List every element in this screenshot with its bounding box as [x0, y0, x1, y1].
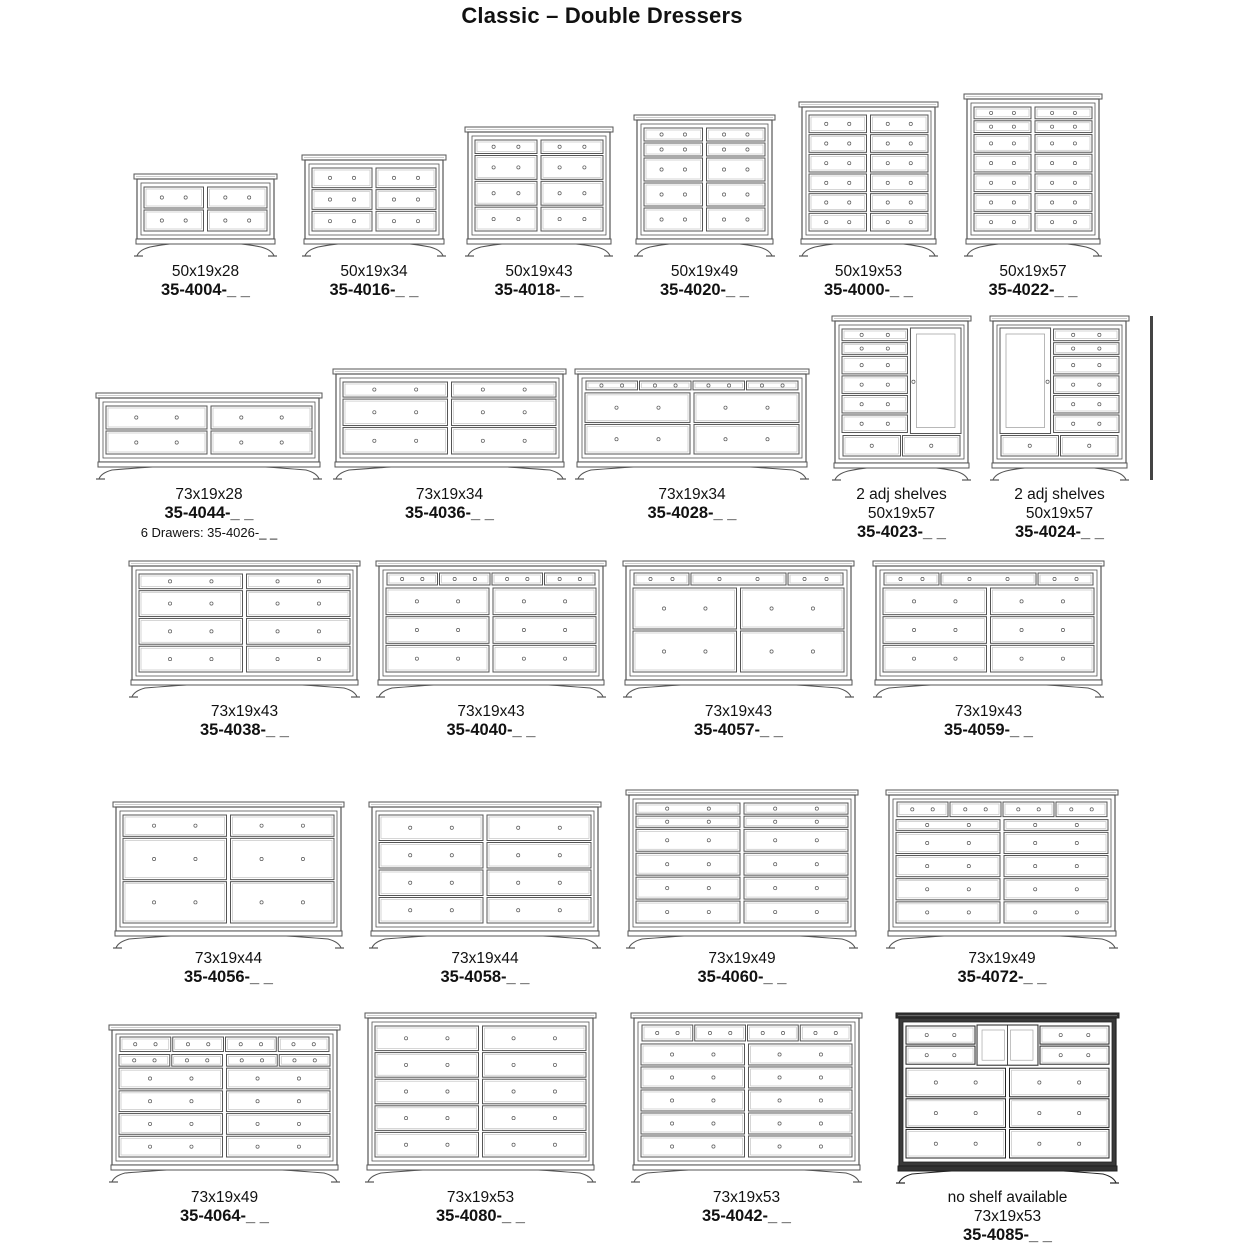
- base-apron: [112, 1170, 337, 1182]
- base-apron: [835, 468, 968, 480]
- base-molding: [834, 463, 969, 468]
- dresser-model-number: 35-4020-_ _: [660, 281, 749, 299]
- dresser-item: [886, 790, 1118, 1005]
- dresser-item: [129, 561, 360, 758]
- base-apron: [116, 936, 341, 948]
- dresser-caption: [886, 949, 1118, 987]
- dresser-model-number: 35-4059-_ _: [944, 721, 1033, 739]
- dresser-dimensions: 50x19x57: [867, 505, 936, 522]
- dresser-dimensions: 73x19x43: [704, 703, 773, 720]
- dresser-caption: [365, 1188, 596, 1226]
- base-apron: [368, 1170, 593, 1182]
- dresser-drawing: [302, 155, 446, 256]
- case-inner-frame: [116, 1034, 333, 1161]
- dresser-dimensions: 73x19x34: [658, 486, 726, 503]
- base-molding: [801, 239, 936, 244]
- base-molding: [898, 1166, 1117, 1171]
- dresser-drawing: [333, 369, 566, 479]
- dresser-model-number: 35-4024-_ _: [1015, 523, 1104, 541]
- dresser-caption: [302, 262, 446, 300]
- dresser-dimensions: 73x19x49: [190, 1189, 259, 1206]
- dresser-caption: [369, 949, 601, 987]
- dresser-model-number: 35-4038-_ _: [200, 721, 289, 739]
- base-apron: [629, 936, 855, 948]
- case-inner-frame: [630, 570, 847, 676]
- base-apron: [132, 685, 357, 697]
- dresser-item: [832, 316, 971, 541]
- dresser-model-number: 35-4036-_ _: [405, 504, 494, 522]
- base-apron: [634, 1170, 859, 1182]
- dresser-item: [134, 174, 277, 318]
- dresser-model-number: 35-4022-_ _: [988, 281, 1078, 299]
- dresser-item: [575, 369, 809, 541]
- dresser-drawing: [575, 369, 809, 479]
- drawer-option-note: 6 Drawers: 35-4026-_ _: [140, 525, 278, 540]
- case-inner-frame: [806, 111, 931, 235]
- dresser-model-number: 35-4085-_ _: [963, 1226, 1052, 1244]
- caption-note: 2 adj shelves: [856, 486, 947, 503]
- base-molding: [625, 680, 852, 685]
- dresser-item: [626, 790, 858, 1005]
- dresser-caption: [631, 1188, 862, 1226]
- dresser-drawing: [886, 790, 1118, 948]
- dresser-item: [873, 561, 1104, 758]
- dresser-dimensions: 73x19x44: [194, 950, 263, 967]
- base-apron: [379, 685, 603, 697]
- dresser-dimensions: 73x19x53: [973, 1208, 1042, 1225]
- dresser-model-number: 35-4018-_ _: [494, 281, 584, 299]
- dresser-drawing: [134, 174, 277, 256]
- dresser-dimensions: 50x19x57: [1025, 505, 1094, 522]
- base-apron: [305, 244, 443, 256]
- base-molding: [966, 239, 1100, 244]
- dresser-dimensions: 50x19x43: [505, 263, 573, 280]
- dresser-dimensions: 73x19x53: [712, 1189, 781, 1206]
- dresser-dimensions: 73x19x28: [175, 486, 243, 503]
- dresser-caption: [333, 485, 566, 523]
- base-molding: [367, 1165, 594, 1170]
- dresser-item: [896, 1013, 1119, 1244]
- base-molding: [98, 462, 320, 467]
- dresser-item: [799, 102, 938, 318]
- base-apron: [578, 467, 806, 479]
- base-molding: [111, 1165, 338, 1170]
- dresser-model-number: 35-4044-_ _: [164, 504, 254, 522]
- dresser-item: [990, 316, 1129, 541]
- dresser-caption: [465, 262, 613, 300]
- dresser-drawing: [376, 561, 606, 697]
- dresser-drawing: [896, 1013, 1119, 1183]
- dresser-drawing: [465, 127, 613, 256]
- dresser-dimensions: 73x19x44: [451, 950, 519, 967]
- base-molding: [131, 680, 358, 685]
- base-apron: [993, 468, 1126, 480]
- dresser-item: [465, 127, 613, 318]
- page-title: Classic – Double Dressers: [461, 3, 743, 28]
- dresser-caption: [832, 485, 971, 542]
- case-inner-frame: [997, 325, 1122, 459]
- base-apron: [876, 685, 1101, 697]
- dresser-model-number: 35-4004-_ _: [161, 281, 250, 299]
- dresser-drawing: [626, 790, 858, 948]
- case-inner-frame: [103, 402, 315, 458]
- dresser-item: [623, 561, 854, 758]
- dresser-caption: [873, 702, 1104, 740]
- dresser-model-number: 35-4057-_ _: [694, 721, 783, 739]
- base-molding: [115, 931, 342, 936]
- base-apron: [889, 936, 1115, 948]
- dresser-drawing: [631, 1013, 862, 1182]
- base-molding: [378, 680, 604, 685]
- caption-note: 2 adj shelves: [1014, 486, 1105, 503]
- dresser-dimensions: 50x19x49: [670, 263, 739, 280]
- base-molding: [136, 239, 275, 244]
- case-inner-frame: [638, 1022, 855, 1161]
- dresser-dimensions: 50x19x53: [834, 263, 903, 280]
- dresser-model-number: 35-4056-_ _: [184, 968, 273, 986]
- dresser-drawing: [634, 115, 775, 256]
- dresser-item: [333, 369, 566, 541]
- base-apron: [802, 244, 935, 256]
- dresser-drawing: [623, 561, 854, 697]
- dresser-caption: [990, 485, 1129, 542]
- dresser-drawing: [990, 316, 1129, 480]
- dresser-drawing: [799, 102, 938, 256]
- dresser-dimensions: 50x19x34: [340, 263, 408, 280]
- base-molding: [371, 931, 599, 936]
- dresser-model-number: 35-4000-_ _: [824, 281, 913, 299]
- dresser-dimensions: 73x19x43: [457, 703, 525, 720]
- dresser-dimensions: 50x19x57: [999, 263, 1067, 280]
- dresser-drawing: [369, 802, 601, 948]
- base-apron: [899, 1171, 1116, 1183]
- base-apron: [626, 685, 851, 697]
- base-molding: [577, 462, 807, 467]
- dresser-caption: [96, 485, 322, 542]
- base-molding: [467, 239, 611, 244]
- base-apron: [372, 936, 598, 948]
- dresser-drawing: [109, 1025, 340, 1182]
- base-molding: [875, 680, 1102, 685]
- dresser-item: [369, 802, 601, 1005]
- dresser-caption: [575, 485, 809, 523]
- base-molding: [304, 239, 444, 244]
- dresser-drawing: [113, 802, 344, 948]
- dresser-drawing: [832, 316, 971, 480]
- case-inner-frame: [839, 325, 964, 459]
- dresser-caption: [634, 262, 775, 300]
- dresser-caption: [113, 949, 344, 987]
- dresser-drawing: [873, 561, 1104, 697]
- dresser-dimensions: 73x19x43: [210, 703, 279, 720]
- dresser-model-number: 35-4058-_ _: [440, 968, 530, 986]
- dresser-drawing: [96, 393, 322, 479]
- dresser-dimensions: 73x19x43: [954, 703, 1023, 720]
- dresser-caption: [623, 702, 854, 740]
- case-inner-frame: [880, 570, 1097, 676]
- dresser-item: [376, 561, 606, 758]
- dresser-model-number: 35-4060-_ _: [697, 968, 787, 986]
- dresser-dimensions: 73x19x53: [446, 1189, 515, 1206]
- dresser-item: [964, 94, 1102, 318]
- dresser-caption: [964, 262, 1102, 300]
- case-inner-frame: [141, 183, 270, 235]
- dresser-item: [96, 393, 322, 541]
- dresser-item: [302, 155, 446, 318]
- base-apron: [967, 244, 1099, 256]
- dresser-caption: [134, 262, 277, 300]
- base-molding: [628, 931, 856, 936]
- dresser-item: [365, 1013, 596, 1244]
- base-molding: [335, 462, 564, 467]
- dresser-caption: [109, 1188, 340, 1226]
- dresser-item: [631, 1013, 862, 1244]
- base-apron: [99, 467, 319, 479]
- dresser-caption: [376, 702, 606, 740]
- base-molding: [633, 1165, 860, 1170]
- dresser-model-number: 35-4016-_ _: [329, 281, 419, 299]
- dresser-item: [634, 115, 775, 318]
- dresser-dimensions: 73x19x49: [708, 950, 776, 967]
- base-molding: [888, 931, 1116, 936]
- dresser-caption: [626, 949, 858, 987]
- dresser-dimensions: 73x19x49: [968, 950, 1036, 967]
- case-inner-frame: [893, 799, 1111, 927]
- base-apron: [637, 244, 772, 256]
- case-inner-frame: [383, 570, 599, 676]
- dresser-model-number: 35-4042-_ _: [702, 1207, 791, 1225]
- base-apron: [137, 244, 274, 256]
- caption-note: no shelf available: [947, 1189, 1068, 1206]
- dresser-caption: [799, 262, 938, 300]
- partial-dresser-edge: [1150, 316, 1153, 480]
- dresser-item: [109, 1025, 340, 1244]
- dresser-caption: [129, 702, 360, 740]
- dresser-caption: [896, 1188, 1119, 1245]
- dresser-model-number: 35-4040-_ _: [446, 721, 536, 739]
- base-molding: [992, 463, 1127, 468]
- base-molding: [636, 239, 773, 244]
- dresser-model-number: 35-4064-_ _: [180, 1207, 269, 1225]
- dresser-model-number: 35-4028-_ _: [647, 504, 737, 522]
- base-apron: [468, 244, 610, 256]
- dresser-model-number: 35-4023-_ _: [857, 523, 946, 541]
- dresser-dimensions: 73x19x34: [415, 486, 484, 503]
- dresser-drawing: [129, 561, 360, 697]
- dresser-drawing: [964, 94, 1102, 256]
- dresser-drawing: [365, 1013, 596, 1182]
- dresser-model-number: 35-4072-_ _: [957, 968, 1047, 986]
- dresser-item: [113, 802, 344, 1005]
- dresser-model-number: 35-4080-_ _: [436, 1207, 525, 1225]
- case-inner-frame: [120, 811, 337, 927]
- base-apron: [336, 467, 563, 479]
- dresser-dimensions: 50x19x28: [171, 263, 240, 280]
